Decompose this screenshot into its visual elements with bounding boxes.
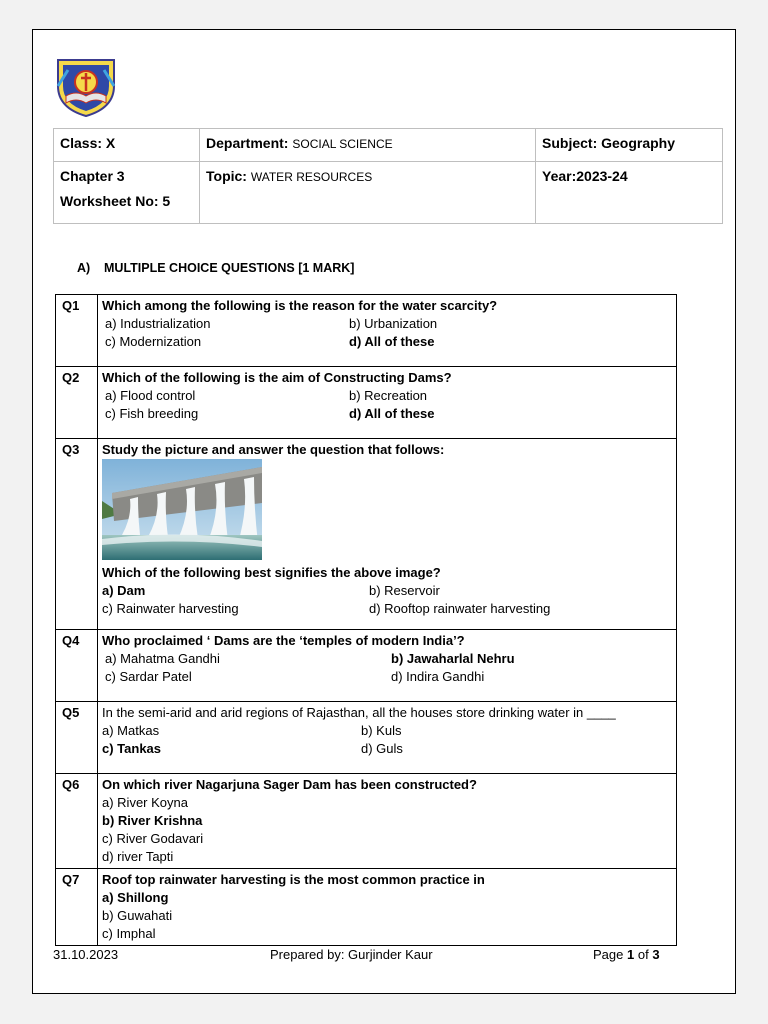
option-correct: d) All of these — [349, 334, 435, 349]
option: c) Imphal — [102, 926, 156, 941]
question-row — [56, 367, 677, 439]
question-cell — [98, 869, 677, 946]
question-row — [56, 630, 677, 702]
school-crest-logo — [54, 56, 118, 118]
question-text: Study the picture and answer the question that follows: — [102, 442, 445, 457]
question-cell — [98, 774, 677, 869]
question-cell — [98, 630, 677, 702]
section-title: MULTIPLE CHOICE QUESTIONS [1 MARK] — [104, 261, 355, 275]
option: a) River Koyna — [102, 795, 188, 810]
class-value: X — [105, 135, 116, 151]
department-cell — [200, 129, 536, 162]
option: b) Reservoir — [369, 583, 440, 598]
option: c) Fish breeding — [105, 406, 199, 421]
worksheet-number: Worksheet No: 5 — [60, 193, 171, 209]
questions-table — [55, 294, 677, 946]
question-number: Q1 — [56, 295, 98, 367]
page-current: 1 — [627, 947, 635, 962]
page-total: 3 — [652, 947, 660, 962]
topic-label: Topic: — [206, 168, 247, 184]
option: a) Flood control — [105, 388, 196, 403]
section-letter: A) — [77, 261, 91, 275]
department-value: SOCIAL SCIENCE — [292, 137, 393, 151]
question-cell — [98, 295, 677, 367]
option: a) Mahatma Gandhi — [105, 651, 220, 666]
option-correct: b) Jawaharlal Nehru — [391, 651, 515, 666]
question-subtext: Which of the following best signifies the above image? — [102, 565, 441, 580]
topic-value: WATER RESOURCES — [250, 170, 373, 184]
option: b) Recreation — [349, 388, 428, 403]
question-row — [56, 774, 677, 869]
options-grid — [102, 582, 672, 618]
question-text: In the semi-arid and arid regions of Rajasthan, all the houses store drinking water in ____ — [102, 705, 616, 720]
topic-cell — [200, 162, 536, 224]
option: c) Sardar Patel — [105, 669, 192, 684]
worksheet-info-table — [53, 128, 723, 224]
footer-date: 31.10.2023 — [53, 947, 119, 962]
year-cell: Year:2023-24 — [536, 162, 723, 224]
option: d) Guls — [361, 741, 403, 756]
question-row — [56, 869, 677, 946]
chapter-label: Chapter 3 — [60, 168, 125, 184]
option: c) River Godavari — [102, 831, 204, 846]
footer-prepared-by: Prepared by: Gurjinder Kaur — [270, 947, 433, 962]
option: b) Guwahati — [102, 908, 173, 923]
option-correct: a) Shillong — [102, 890, 169, 905]
question-text: On which river Nagarjuna Sager Dam has been constructed? — [102, 777, 477, 792]
page-prefix: Page — [593, 947, 624, 962]
option: a) Matkas — [102, 723, 160, 738]
question-text: Who proclaimed ‘ Dams are the ‘temples of modern India’? — [102, 633, 465, 648]
section-heading — [77, 261, 354, 275]
question-text: Which of the following is the aim of Constructing Dams? — [102, 370, 452, 385]
question-text: Which among the following is the reason for the water scarcity? — [102, 298, 498, 313]
option: d) Rooftop rainwater harvesting — [369, 601, 551, 616]
option-correct: d) All of these — [349, 406, 435, 421]
class-cell — [54, 129, 200, 162]
chapter-cell — [54, 162, 200, 224]
page-of: of — [637, 947, 649, 962]
question-cell — [98, 367, 677, 439]
question-number: Q4 — [56, 630, 98, 702]
question-number: Q6 — [56, 774, 98, 869]
options-grid — [102, 315, 672, 351]
question-row — [56, 439, 677, 630]
option: b) Kuls — [361, 723, 402, 738]
options-grid — [102, 722, 672, 758]
option: c) Modernization — [105, 334, 202, 349]
question-number: Q7 — [56, 869, 98, 946]
option: b) Urbanization — [349, 316, 438, 331]
option: d) river Tapti — [102, 849, 174, 864]
worksheet-page — [32, 29, 736, 994]
class-label: Class: — [60, 135, 103, 151]
subject-cell: Subject: Geography — [536, 129, 723, 162]
option-correct: b) River Krishna — [102, 813, 203, 828]
option-correct: a) Dam — [102, 583, 146, 598]
options-grid — [102, 387, 672, 423]
question-cell — [98, 702, 677, 774]
question-row — [56, 702, 677, 774]
option: d) Indira Gandhi — [391, 669, 485, 684]
department-label: Department: — [206, 135, 289, 151]
question-number: Q2 — [56, 367, 98, 439]
dam-spillway-image — [102, 459, 262, 560]
question-row — [56, 295, 677, 367]
footer-page-number — [593, 947, 660, 962]
option: a) Industrialization — [105, 316, 211, 331]
question-number: Q5 — [56, 702, 98, 774]
question-cell — [98, 439, 677, 630]
question-number: Q3 — [56, 439, 98, 630]
option-correct: c) Tankas — [102, 741, 162, 756]
options-grid — [102, 650, 672, 686]
option: c) Rainwater harvesting — [102, 601, 239, 616]
question-text: Roof top rainwater harvesting is the most common practice in — [102, 872, 485, 887]
